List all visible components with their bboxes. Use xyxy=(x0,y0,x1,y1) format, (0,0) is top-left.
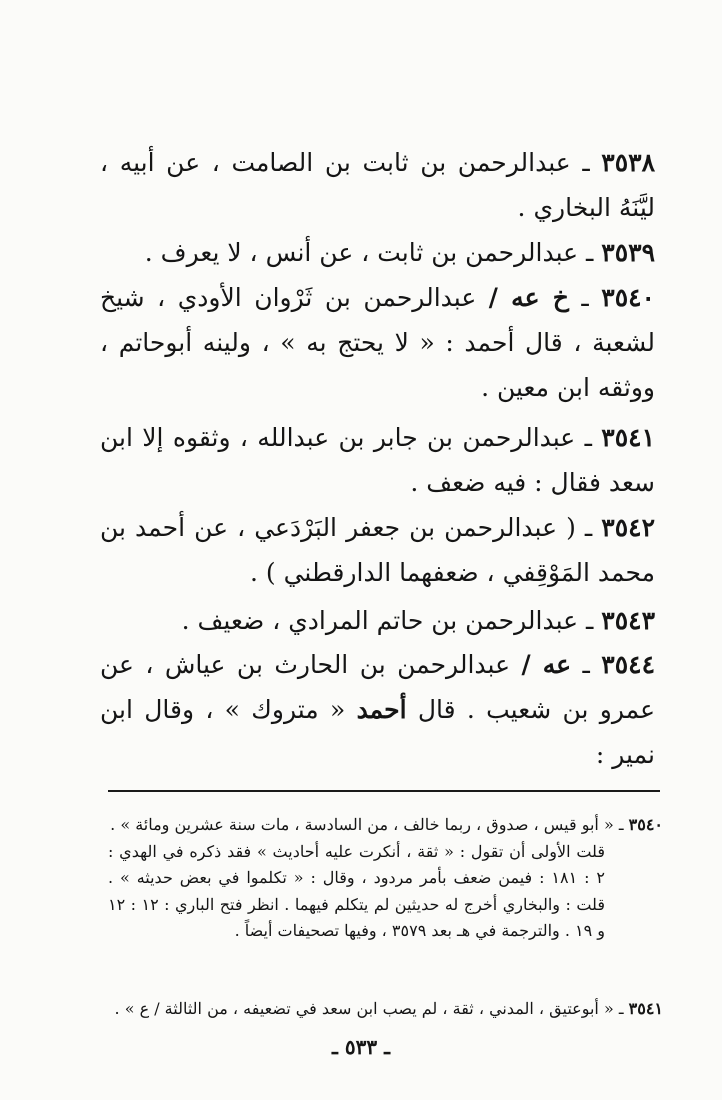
entry-number: ٣٥٤١ xyxy=(601,423,655,452)
footnote-number: ٣٥٤١ xyxy=(628,999,663,1018)
entry-source-code: عه / xyxy=(521,650,572,679)
entry-dash: ـ xyxy=(586,606,594,635)
entry-number: ٣٥٤٤ xyxy=(601,650,656,679)
footnote-3541 xyxy=(108,996,663,1023)
entry-3539 xyxy=(100,230,655,275)
entry-text: عبدالرحمن بن ثابت ، عن أنس ، لا يعرف . xyxy=(144,238,579,267)
entry-text: عبدالرحمن بن ثابت بن الصامت ، عن أبيه ، ليَّنَهُ البخاري . xyxy=(100,148,655,222)
entry-dash: ـ xyxy=(582,148,590,177)
entry-dash: ـ xyxy=(581,283,589,312)
entry-dash: ـ xyxy=(586,238,594,267)
footnote-dash: ـ xyxy=(618,999,624,1018)
entry-3541 xyxy=(100,415,655,505)
entry-number: ٣٥٤٢ xyxy=(601,513,655,542)
entry-3542 xyxy=(100,505,655,595)
entry-3538 xyxy=(100,140,655,230)
entry-text: عبدالرحمن بن حاتم المرادي ، ضعيف . xyxy=(181,606,579,635)
entry-number: ٣٥٣٨ xyxy=(601,148,656,177)
footnote-text: « أبو قيس ، صدوق ، ربما خالف ، من السادسة ، مات سنة عشرين ومائة » . xyxy=(110,815,614,834)
entry-text-cont: « متروك » ، وقال ابن نمير : xyxy=(100,695,655,769)
entry-3544 xyxy=(100,642,655,777)
footnote-dash: ـ xyxy=(618,815,624,834)
footnote-body: قلت الأولى أن تقول : « ثقة ، أنكرت عليه أحاديث » فقد ذكره في الهدي : ٢ : ١٨١ : فيمن ضعف بأمر مردود ، وقال : « تكلموا في بعض حديثه » . قلت : والبخاري أخرج له حديثين لم يتكلم فيهما . انظر فتح الباري : ١٢ : ١٢ و ١٩ . والترجمة في هـ بعد ٣٥٧٩ ، وفيها تصحيفات أيضاً . xyxy=(108,841,606,940)
entry-3543 xyxy=(100,598,655,643)
entry-number: ٣٥٣٩ xyxy=(601,238,655,267)
entry-text: عبدالرحمن بن الحارث بن عياش ، عن عمرو بن شعيب . قال xyxy=(100,650,656,724)
entry-text: عبدالرحمن بن جابر بن عبدالله ، وثقوه إلا ابن سعد فقال : فيه ضعف . xyxy=(100,423,655,497)
entry-dash: ـ xyxy=(584,513,593,542)
footnote-3540 xyxy=(108,812,663,945)
entry-number: ٣٥٤٣ xyxy=(601,606,655,635)
entry-source-code: خ عه / xyxy=(488,283,569,312)
entry-dash: ـ xyxy=(582,650,590,679)
entry-bold-name: أحمد xyxy=(356,695,407,724)
entry-3540 xyxy=(100,275,655,410)
entry-number: ٣٥٤٠ xyxy=(601,283,655,312)
footnote-first-line xyxy=(108,812,663,839)
entry-text: ( عبدالرحمن بن جعفر البَرْدَعي ، عن أحمد بن محمد المَوْقِفي ، ضعفهما الدارقطني ) . xyxy=(100,513,655,587)
entry-text: عبدالرحمن بن ثَرْوان الأودي ، شيخ لشعبة ، قال أحمد : « لا يحتج به » ، ولينه أبوحاتم ، ووثقه ابن معين . xyxy=(100,283,655,402)
footnote-text: « أبوعتيق ، المدني ، ثقة ، لم يصب ابن سعد في تضعيفه ، من الثالثة / ع » . xyxy=(114,999,614,1018)
entry-dash: ـ xyxy=(584,423,592,452)
footnote-number: ٣٥٤٠ xyxy=(628,815,663,834)
footnote-separator xyxy=(108,790,660,792)
page-number: ـ ٥٣٣ ـ xyxy=(332,1035,390,1059)
